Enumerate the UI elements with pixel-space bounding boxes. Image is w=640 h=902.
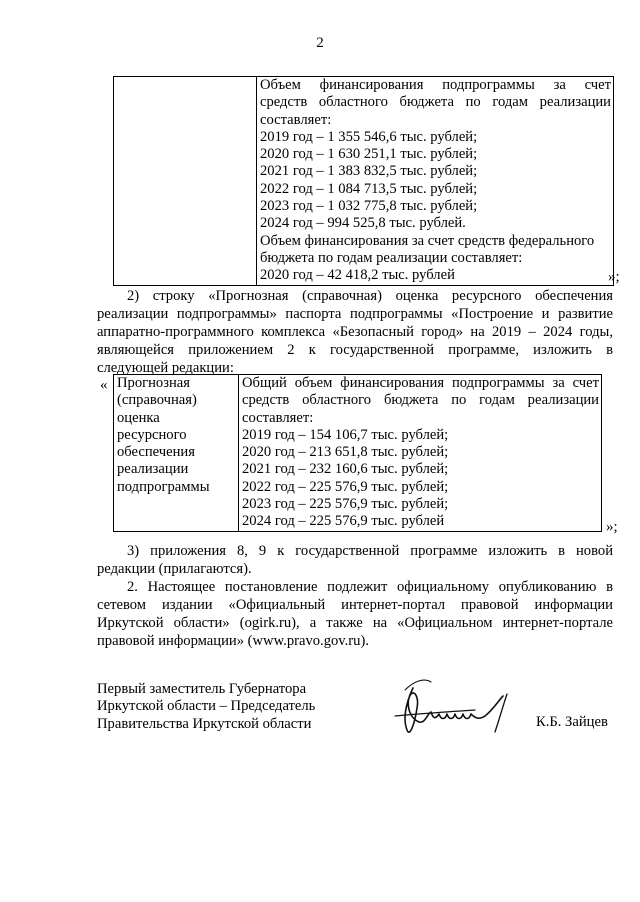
table2-line: 2022 год – 225 576,9 тыс. рублей; [242,478,449,495]
table1-line: составляет: [260,111,332,128]
signatory-line: Первый заместитель Губернатора [97,681,307,697]
table2-line: 2021 год – 232 160,6 тыс. рублей; [242,461,449,478]
table1-line: 2024 год – 994 525,8 тыс. рублей. [260,215,466,232]
paragraph-line: сетевом издании «Официальный интернет-портал правовой информации [97,597,613,613]
paragraph-line: 2) строку «Прогнозная (справочная) оценка ресурсного обеспечения [127,288,613,304]
table2-line: 2023 год – 225 576,9 тыс. рублей; [242,496,449,513]
table1-line: 2022 год – 1 084 713,5 тыс. рублей; [260,180,478,197]
table2-label-line: ресурсного [117,426,187,443]
table2-open-quote: « [100,377,108,393]
table2-line: Общий объем финансирования подпрограммы за счет [242,375,599,391]
funding-table-2 [113,374,602,532]
table2-label-line: (справочная) [117,392,197,409]
page-number: 2 [316,35,324,51]
table2-close-quote: »; [606,519,618,535]
paragraph-line: следующей редакции: [97,360,234,376]
paragraph-line: редакции (прилагаются). [97,561,252,577]
table2-line: составляет: [242,409,314,426]
paragraph-line: правовой информации» (www.pravo.gov.ru). [97,633,369,649]
table1-line: 2023 год – 1 032 775,8 тыс. рублей; [260,198,478,215]
paragraph-item-2 [97,287,613,377]
table2-label-line: подпрограммы [117,478,210,495]
table2-right-cell [239,375,602,532]
table2-label-line: обеспечения [117,444,195,461]
table1-line: 2020 год – 1 630 251,1 тыс. рублей; [260,146,478,163]
table2-label-line: реализации [117,461,189,478]
paragraph-line: аппаратно-программного комплекса «Безопасный город» на 2019 – 2024 годы, [97,324,613,340]
table1-line: Объем финансирования за счет средств федерального [260,232,595,249]
table1-close-quote: »; [608,269,620,285]
paragraph-item-3 [97,542,613,578]
table2-label-line: Прогнозная [117,375,190,391]
paragraph-line: 2. Настоящее постановление подлежит официальному опубликованию в [127,579,613,595]
table1-right-cell [257,77,614,286]
paragraph-line: Иркутской области» (ogirk.ru), а также на «Официальном интернет-портале [97,615,613,631]
table1-line: бюджета по годам реализации составляет: [260,249,523,266]
table2-line: средств областного бюджета по годам реализации [242,392,599,409]
table2-label-line: оценка [117,409,160,426]
table2-line: 2019 год – 154 106,7 тыс. рублей; [242,426,449,443]
signatory-title [97,681,315,733]
handwritten-signature [375,660,535,750]
table1-line: 2020 год – 42 418,2 тыс. рублей [260,267,455,284]
table1-line: 2019 год – 1 355 546,6 тыс. рублей; [260,128,478,145]
table1-line: Объем финансирования подпрограммы за счет [260,77,611,93]
table1-line: 2021 год – 1 383 832,5 тыс. рублей; [260,163,478,180]
table2-line: 2024 год – 225 576,9 тыс. рублей [242,513,445,530]
signatory-line: Иркутской области – Председатель [97,698,316,715]
paragraph-line: реализации подпрограммы» паспорта подпрограммы «Построение и развитие [97,306,613,322]
table2-left-cell [114,375,239,532]
paragraph-line: являющейся приложением 2 к государственной программе, изложить в [97,342,613,358]
signatory-name: К.Б. Зайцев [536,714,608,730]
table1-line: средств областного бюджета по годам реализации [260,94,611,111]
signatory-line: Правительства Иркутской области [97,715,312,732]
table1-left-cell [114,77,257,286]
table2-line: 2020 год – 213 651,8 тыс. рублей; [242,444,449,461]
paragraph-publication [97,578,613,650]
funding-table-1 [113,76,614,286]
paragraph-line: 3) приложения 8, 9 к государственной программе изложить в новой [127,543,613,559]
